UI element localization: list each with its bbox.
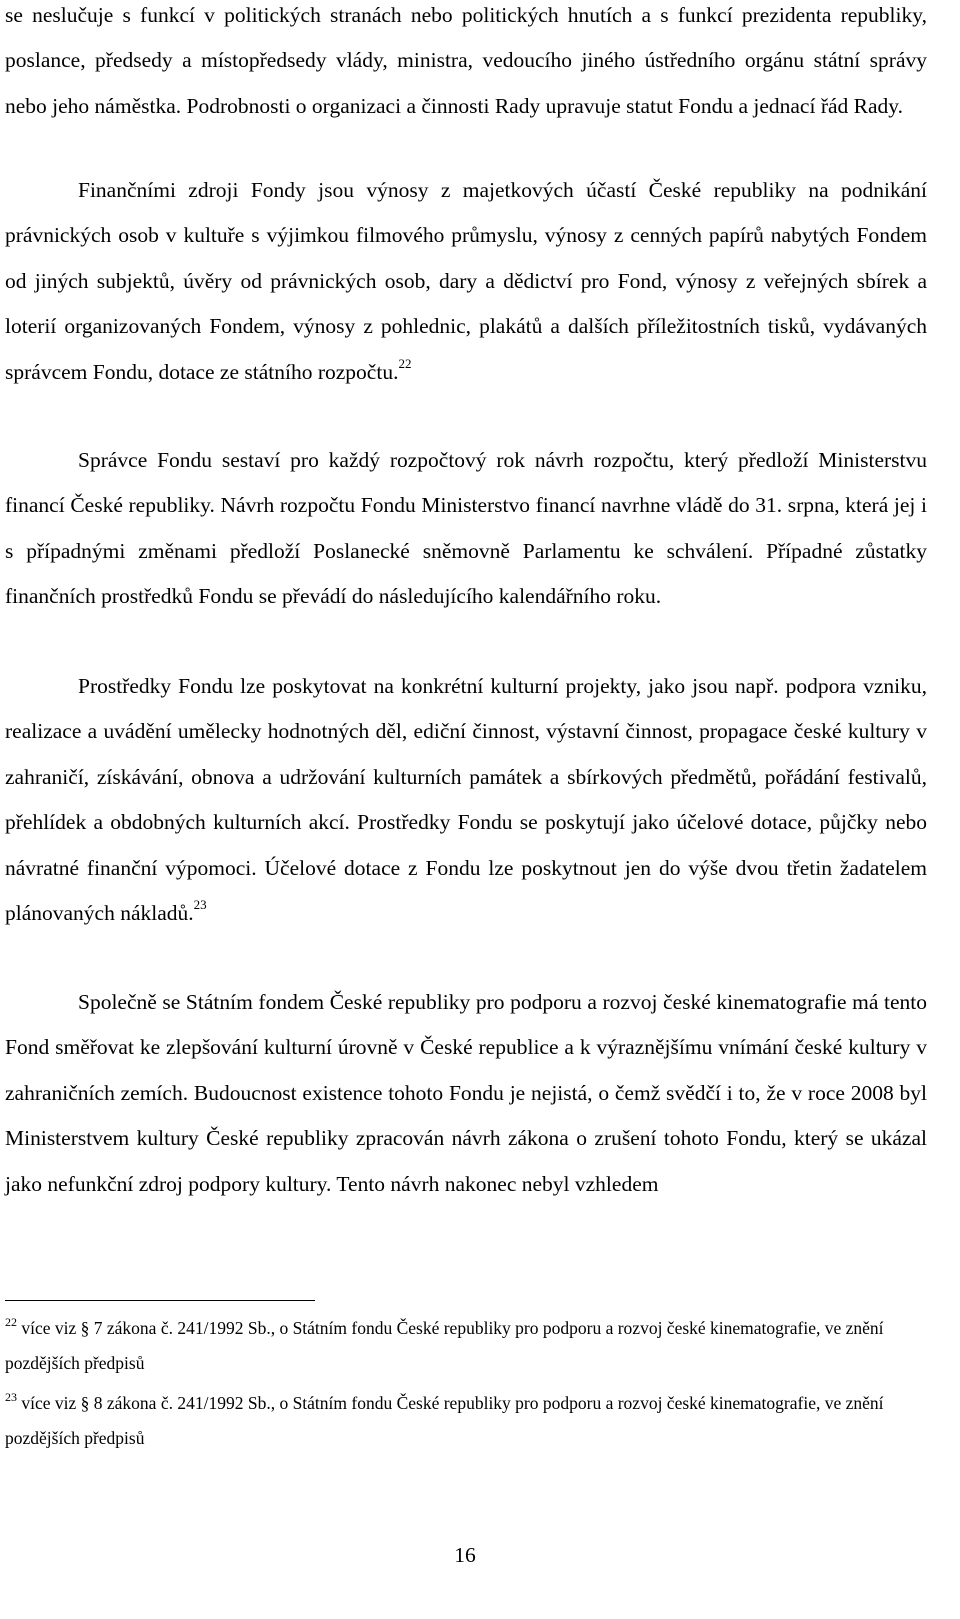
paragraph-financial-sources-text: Finančními zdroji Fondy jsou výnosy z majetkových účastí České republiky na podnikání právnických osob v kultuře s výjimkou filmového průmyslu, výnosy z cenných papírů nabytých Fondem od jiných subjektů, úvěry od právnických osob, dary a dědictví pro Fond, výnosy z veřejných sbírek a loterií organizovaných Fondem, výnosy z pohlednic, plakátů a dalších příležitostních tisků, vydávaných správcem Fondu, dotace ze státního rozpočtu. [5, 178, 927, 384]
footnote-text: více viz § 7 zákona č. 241/1992 Sb., o Státním fondu České republiky pro podporu a rozvoj české kinematografie, ve znění pozdějších předpisů [5, 1318, 884, 1373]
paragraph-fund-resources [5, 664, 927, 936]
footnote-22 [5, 1311, 927, 1381]
footnote-number: 23 [5, 1390, 17, 1404]
page-number: 16 [454, 1543, 476, 1567]
paragraph-future-of-fund: Společně se Státním fondem České republiky pro podporu a rozvoj české kinematografie má tento Fond směřovat ke zlepšování kulturní úrovně v České republice a k výraznějšímu vnímání české kultury v zahraničních zemích. Budoucnost existence tohoto Fondu je nejistá, o čemž svědčí i to, že v roce 2008 byl Ministerstvem kultury České republiky zpracován návrh zákona o zrušení tohoto Fondu, který se ukázal jako nefunkční zdroj podpory kultury. Tento návrh nakonec nebyl vzhledem [5, 990, 927, 1196]
footnote-separator [5, 1300, 315, 1301]
footnote-23 [5, 1386, 927, 1456]
footnote-number: 22 [5, 1315, 17, 1329]
paragraph-financial-sources [5, 168, 927, 395]
paragraph-council-incompatibility: se neslučuje s funkcí v politických stranách nebo politických hnutích a s funkcí prezidenta republiky, poslance, předsedy a místopředsedy vlády, ministra, vedoucího jiného ústředního orgánu státní správy nebo jeho náměstka. Podrobnosti o organizaci a činnosti Rady upravuje statut Fondu a jednací řád Rady. [5, 3, 927, 118]
paragraph-fund-resources-text: Prostředky Fondu lze poskytovat na konkrétní kulturní projekty, jako jsou např. podpora vzniku, realizace a uvádění umělecky hodnotných děl, ediční činnost, výstavní činnost, propagace české kultury v zahraničí, získávání, obnova a udržování kulturních památek a sbírkových předmětů, pořádání festivalů, přehlídek a obdobných kulturních akcí. Prostředky Fondu se poskytují jako účelové dotace, půjčky nebo návratné finanční výpomoci. Účelové dotace z Fondu lze poskytnout jen do výše dvou třetin žadatelem plánovaných nákladů. [5, 674, 927, 926]
footnote-text: více viz § 8 zákona č. 241/1992 Sb., o Státním fondu České republiky pro podporu a rozvoj české kinematografie, ve znění pozdějších předpisů [5, 1393, 884, 1448]
footnote-ref-23[interactable]: 23 [193, 897, 207, 913]
footnote-ref-22[interactable]: 22 [398, 355, 412, 371]
paragraph-budget: Správce Fondu sestaví pro každý rozpočtový rok návrh rozpočtu, který předloží Ministerstvu financí České republiky. Návrh rozpočtu Fondu Ministerstvo financí navrhne vládě do 31. srpna, která jej i s případnými změnami předloží Poslanecké sněmovně Parlamentu ke schválení. Případné zůstatky finančních prostředků Fondu se převádí do následujícího kalendářního roku. [5, 448, 927, 609]
